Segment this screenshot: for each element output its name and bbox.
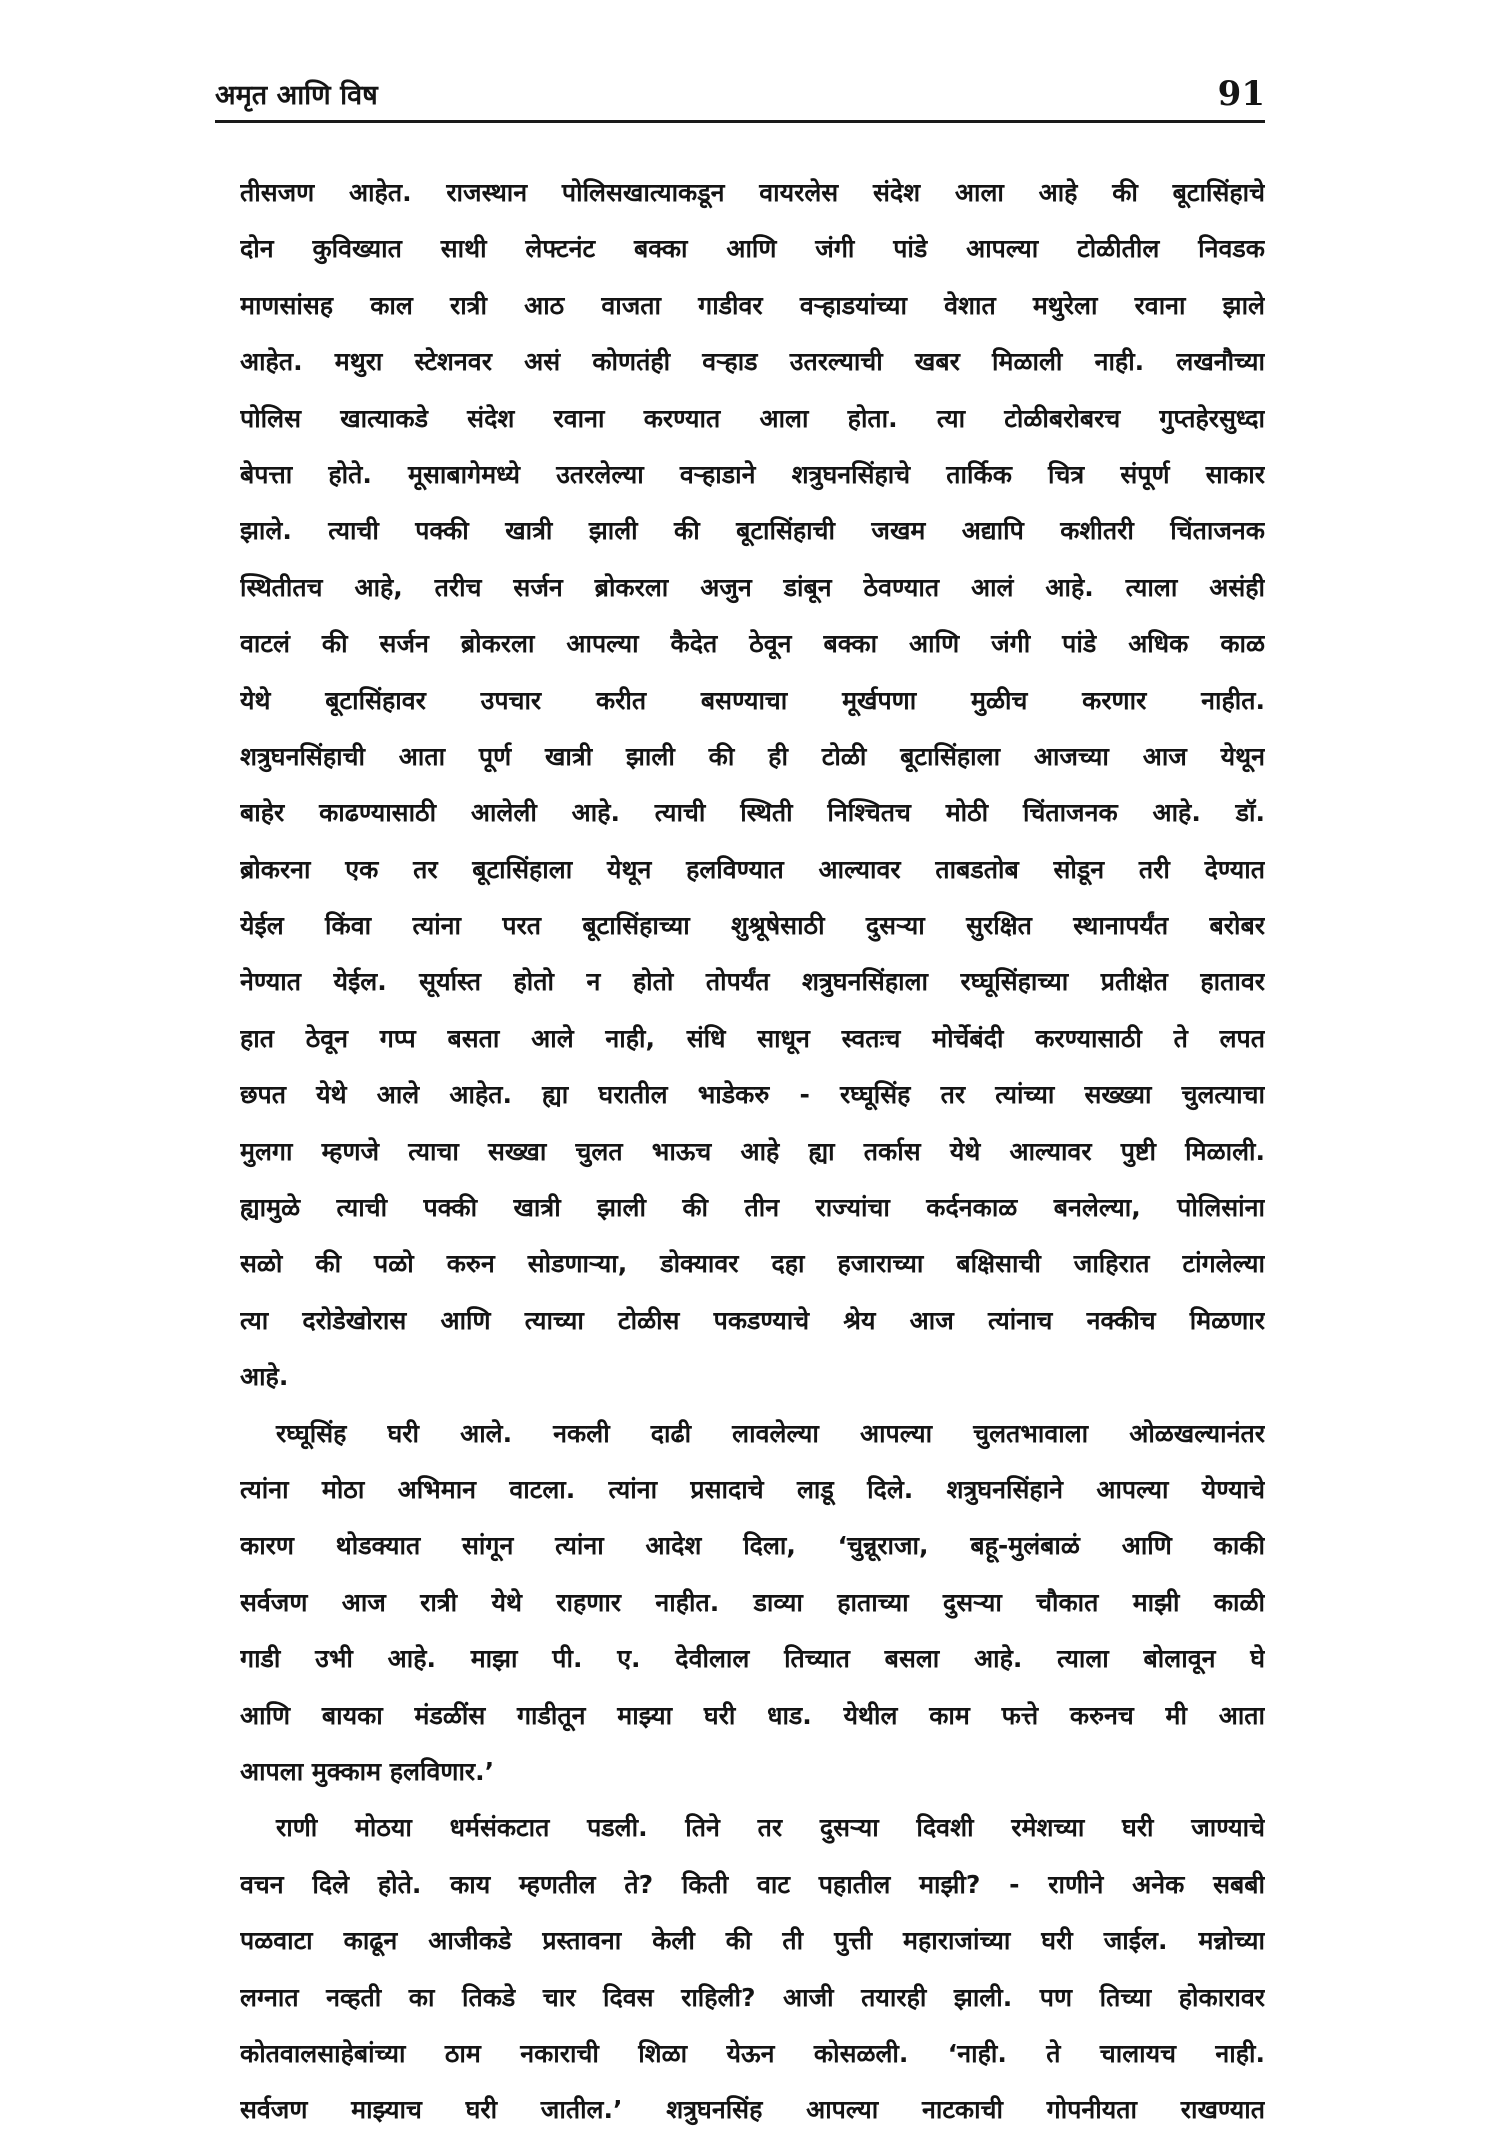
page-number: 91 [1217,74,1265,114]
text-line: दोन कुविख्यात साथी लेफ्टनंट बक्का आणि जंगी पांडे आपल्या टोळीतील निवडक [240,234,1265,264]
text-line: सर्वजण माझ्याच घरी जातील.’ शत्रुघनसिंह आपल्या नाटकाची गोपनीयता राखण्यात [240,2095,1265,2125]
text-line: त्यांना मोठा अभिमान वाटला. त्यांना प्रसादाचे लाडू दिले. शत्रुघनसिंहाने आपल्या येण्याचे [240,1474,1265,1504]
text-line: आणि बायका मंडळींस गाडीतून माझ्या घरी धाड. येथील काम फत्ते करुनच मी आता [240,1700,1265,1730]
text-line: वचन दिले होते. काय म्हणतील ते? किती वाट पहातील माझी? - राणीने अनेक सबबी [240,1869,1265,1899]
text-line: मुलगा म्हणजे त्याचा सख्खा चुलत भाऊच आहे ह्या तर्कास येथे आल्यावर पुष्टी मिळाली. [240,1136,1265,1166]
book-title: अमृत आणि विष [215,80,378,111]
text-line: पोलिस खात्याकडे संदेश रवाना करण्यात आला होता. त्या टोळीबरोबरच गुप्तहेरसुध्दा [240,403,1265,433]
page-body [240,165,1265,2139]
running-header [215,68,1265,123]
text-line: माणसांसह काल रात्री आठ वाजता गाडीवर वऱ्हाडयांच्या वेशात मथुरेला रवाना झाले [240,290,1265,320]
text-line: येथे बूटासिंहावर उपचार करीत बसण्याचा मूर्खपणा मुळीच करणार नाहीत. [240,685,1265,715]
paragraph-3 [240,1800,1265,2138]
text-line: तीसजण आहेत. राजस्थान पोलिसखात्याकडून वायरलेस संदेश आला आहे की बूटासिंहाचे [240,178,1265,207]
text-line: बेपत्ता होते. मूसाबागेमध्ये उतरलेल्या वऱ्हाडाने शत्रुघनसिंहाचे तार्किक चित्र संपूर्ण साकार [240,459,1265,489]
text-line: त्या दरोडेखोरास आणि त्याच्या टोळीस पकडण्याचे श्रेय आज त्यांनाच नक्कीच मिळणार [240,1305,1265,1335]
text-line: सर्वजण आज रात्री येथे राहणार नाहीत. डाव्या हाताच्या दुसऱ्या चौकात माझी काळी [240,1587,1265,1617]
text-line: ब्रोकरना एक तर बूटासिंहाला येथून हलविण्यात आल्यावर ताबडतोब सोडून तरी देण्यात [240,854,1265,884]
text-line: ह्यामुळे त्याची पक्की खात्री झाली की तीन राज्यांचा कर्दनकाळ बनलेल्या, पोलिसांना [240,1193,1265,1223]
text-line: नेण्यात येईल. सूर्यास्त होतो न होतो तोपर्यंत शत्रुघनसिंहाला रघ्घूसिंहाच्या प्रतीक्षेत हातावर [240,967,1265,997]
text-line: बाहेर काढण्यासाठी आलेली आहे. त्याची स्थिती निश्चितच मोठी चिंताजनक आहे. डॉ. [240,798,1265,828]
text-line: आहे. [240,1362,289,1392]
text-line: राणी मोठया धर्मसंकटात पडली. तिने तर दुसऱ्या दिवशी रमेशच्या घरी जाण्याचे [276,1813,1265,1843]
text-line: कोतवालसाहेबांच्या ठाम नकाराची शिळा येऊन कोसळली. ‘नाही. ते चालायच नाही. [240,2038,1265,2068]
text-line: गाडी उभी आहे. माझा पी. ए. देवीलाल तिच्यात बसला आहे. त्याला बोलावून घे [240,1644,1265,1674]
text-line: रघ्घूसिंह घरी आले. नकली दाढी लावलेल्या आपल्या चुलतभावाला ओळखल्यानंतर [276,1418,1265,1448]
text-line: सळो की पळो करुन सोडणाऱ्या, डोक्यावर दहा हजाराच्या बक्षिसाची जाहिरात टांगलेल्या [240,1249,1265,1279]
text-line: आपला मुक्काम हलविणार.’ [240,1756,495,1786]
text-line: पळवाटा काढून आजीकडे प्रस्तावना केली की ती पुत्ती महाराजांच्या घरी जाईल. मन्नोच्या [240,1926,1265,1956]
paragraph-1 [240,165,1265,1406]
text-line: वाटलं की सर्जन ब्रोकरला आपल्या कैदेत ठेवून बक्का आणि जंगी पांडे अधिक काळ [240,629,1265,659]
text-line: कारण थोडक्यात सांगून त्यांना आदेश दिला, ‘चुन्नूराजा, बहू-मुलंबाळं आणि काकी [240,1531,1265,1561]
text-line: शत्रुघनसिंहाची आता पूर्ण खात्री झाली की ही टोळी बूटासिंहाला आजच्या आज येथून [240,741,1265,771]
text-line: हात ठेवून गप्प बसता आले नाही, संधि साधून स्वतःच मोर्चेबंदी करण्यासाठी ते लपत [240,1023,1265,1053]
paragraph-2 [240,1406,1265,1801]
text-line: लग्नात नव्हती का तिकडे चार दिवस राहिली? आजी तयारही झाली. पण तिच्या होकारावर [240,1982,1265,2012]
text-line: येईल किंवा त्यांना परत बूटासिंहाच्या शुश्रूषेसाठी दुसऱ्या सुरक्षित स्थानापर्यंत बरोबर [240,911,1265,941]
text-line: स्थितीतच आहे, तरीच सर्जन ब्रोकरला अजुन डांबून ठेवण्यात आलं आहे. त्याला असंही [240,572,1265,602]
text-line: झाले. त्याची पक्की खात्री झाली की बूटासिंहाची जखम अद्यापि कशीतरी चिंताजनक [240,516,1265,546]
text-line: छपत येथे आले आहेत. ह्या घरातील भाडेकरु - रघ्घूसिंह तर त्यांच्या सख्ख्या चुलत्याचा [240,1080,1265,1110]
text-line: आहेत. मथुरा स्टेशनवर असं कोणतंही वऱ्हाड उतरल्याची खबर मिळाली नाही. लखनौच्या [240,347,1265,377]
